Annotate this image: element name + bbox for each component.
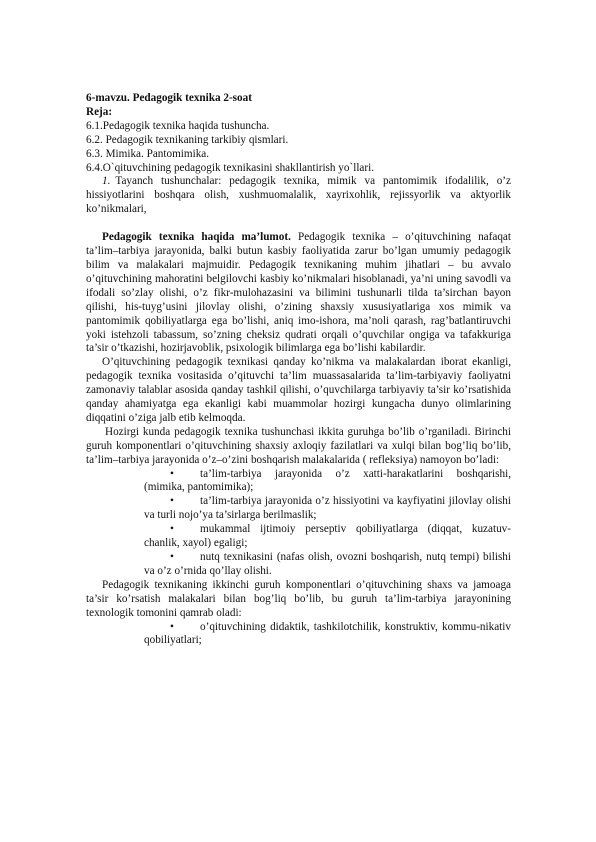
plan-item: 6.1.Pedagogik texnika haqida tushuncha. (86, 119, 270, 132)
page-title: 6-mavzu. Pedagogik texnika 2-soat (86, 92, 252, 104)
paragraph-4: Pedagogik texnikaning ikkinchi guruh komponentlari o’qituvchining shaxs va jamoaga ta’sir ko’rsatish malakalari bilan bog’liq bo’lib, bu guruh ta’lim-tarbiya jarayonining texnologik tomonini qamrab oladi: (86, 578, 511, 619)
keywords-text: Tayanch tushunchalar: pedagogik texnika, mimik va pantomimik ifodalilik, o’z hissiyotlarini boshqara olish, xushmuomalalik, xayrixohlik, rejissyorlik va aktyorlik ko’nikmalari, (86, 175, 511, 216)
list-item (86, 621, 511, 649)
bullet-symbol: • (170, 495, 174, 508)
document-page (86, 92, 511, 648)
bullet-text: ta’lim-tarbiya jarayonida o’z hissiyotini va kayfiyatini jilovlay olishi va turli nojo’ya ta’sirlarga berilmaslik; (144, 495, 511, 522)
keywords-number: 1. (102, 175, 111, 188)
bullet-symbol: • (170, 467, 174, 480)
plan-item: 6.2. Pedagogik texnikaning tarkibiy qismlari. (86, 133, 289, 146)
bullet-text: mukammal ijtimoiy perseptiv qobiliyatlarga (diqqat, kuzatuv-chanlik, xayol) egaligi; (144, 523, 511, 550)
bullet-text: o’qituvchining didaktik, tashkilotchilik, konstruktiv, kommu-nikativ qobiliyatlari; (144, 620, 511, 647)
bullet-text: ta’lim-tarbiya jarayonida o’z xatti-harakatlarini boshqarishi, (mimika, pantomimika); (144, 467, 511, 494)
list-item (86, 551, 511, 579)
bullet-text: nutq texnikasini (nafas olish, ovozni boshqarish, nutq tempi) bilishi va o’z o’rnida qo’llay olishi. (144, 551, 511, 577)
group2-bullet-list (86, 621, 511, 649)
list-item (86, 495, 511, 523)
bullet-symbol: • (170, 551, 174, 563)
section1-lead: Pedagogik texnika haqida ma’lumot. (102, 231, 291, 244)
bullet-symbol: • (170, 523, 174, 536)
bullet-symbol: • (170, 620, 174, 633)
section1-paragraph (86, 231, 511, 356)
section1-text: Pedagogik texnika – o’qituvchining nafaqat ta’lim–tarbiya jarayonida, balki butun kasbiy faoliyatida zarur bo’lgan umumiy pedagogik bilim va malakalari majmuidir. Pedagogik texnikaning muhim jihatlari – bu avvalo o’qituvchining mahoratini belgilovchi kasbiy ko’nikmalari hisoblanadi, ya’ni uning savodli va ifodali so’zlay olishi, o’z fikr-mulohazasini va bilimini tushunarli tilda ta’sirchan bayon qilishi, his-tuyg’usini jilovlay olishi, o’zining shaxsiy xususiyatlariga xos mimik va pantomimik qobiliyatlarga ega bo’lishi, aniq imo-ishora, ma’noli qarash, rag’batlantiruvchi yoki istehzoli tabassum, so’zning cheksiz qudrati orqali o’quvchilar ongiga va tafakkuriga ta’sir o’tkazishi, hozirjavoblik, psixologik bilimlarga ega bo’lishi kabilardir. (86, 231, 511, 355)
group1-bullet-list (86, 468, 511, 579)
paragraph-3: Hozirgi kunda pedagogik texnika tushunchasi ikkita guruhga bo’lib o’rganiladi. Birinchi guruh komponentlari o’qituvchining shaxsiy axloqiy fazilatlari va xulqi bilan bog’liq bo’lib, ta’lim–tarbiya jarayonida o’z–o’zini boshqarish malakalarida ( refleksiya) namoyon bo’ladi: (86, 425, 511, 466)
paragraph-2: O’qituvchining pedagogik texnikasi qanday ko’nikma va malakalardan iborat ekanligi, pedagogik texnika vositasida o’qituvchi ta’lim muassasalarida ta’lim-tarbiyaviy faoliyatni zamonaviy talablar asosida qanday tashkil qilishi, o’quvchilarga tarbiyaviy ta’sir ko’rsatishida qanday ahamiyatga ega ekanligi kabi muammolar hozirgi kungacha dunyo olimlarining diqqatini o’ziga jalb etib kelmoqda. (86, 356, 511, 424)
list-item (86, 523, 511, 551)
keywords-paragraph (86, 175, 511, 217)
plan-item: 6.3. Mimika. Pantomimika. (86, 147, 210, 160)
list-item (86, 468, 511, 496)
plan-label: Reja: (86, 105, 113, 118)
plan-item: 6.4.O`qituvchining pedagogik texnikasini shakllantirish yo`llari. (86, 161, 375, 174)
spacer (86, 217, 511, 231)
